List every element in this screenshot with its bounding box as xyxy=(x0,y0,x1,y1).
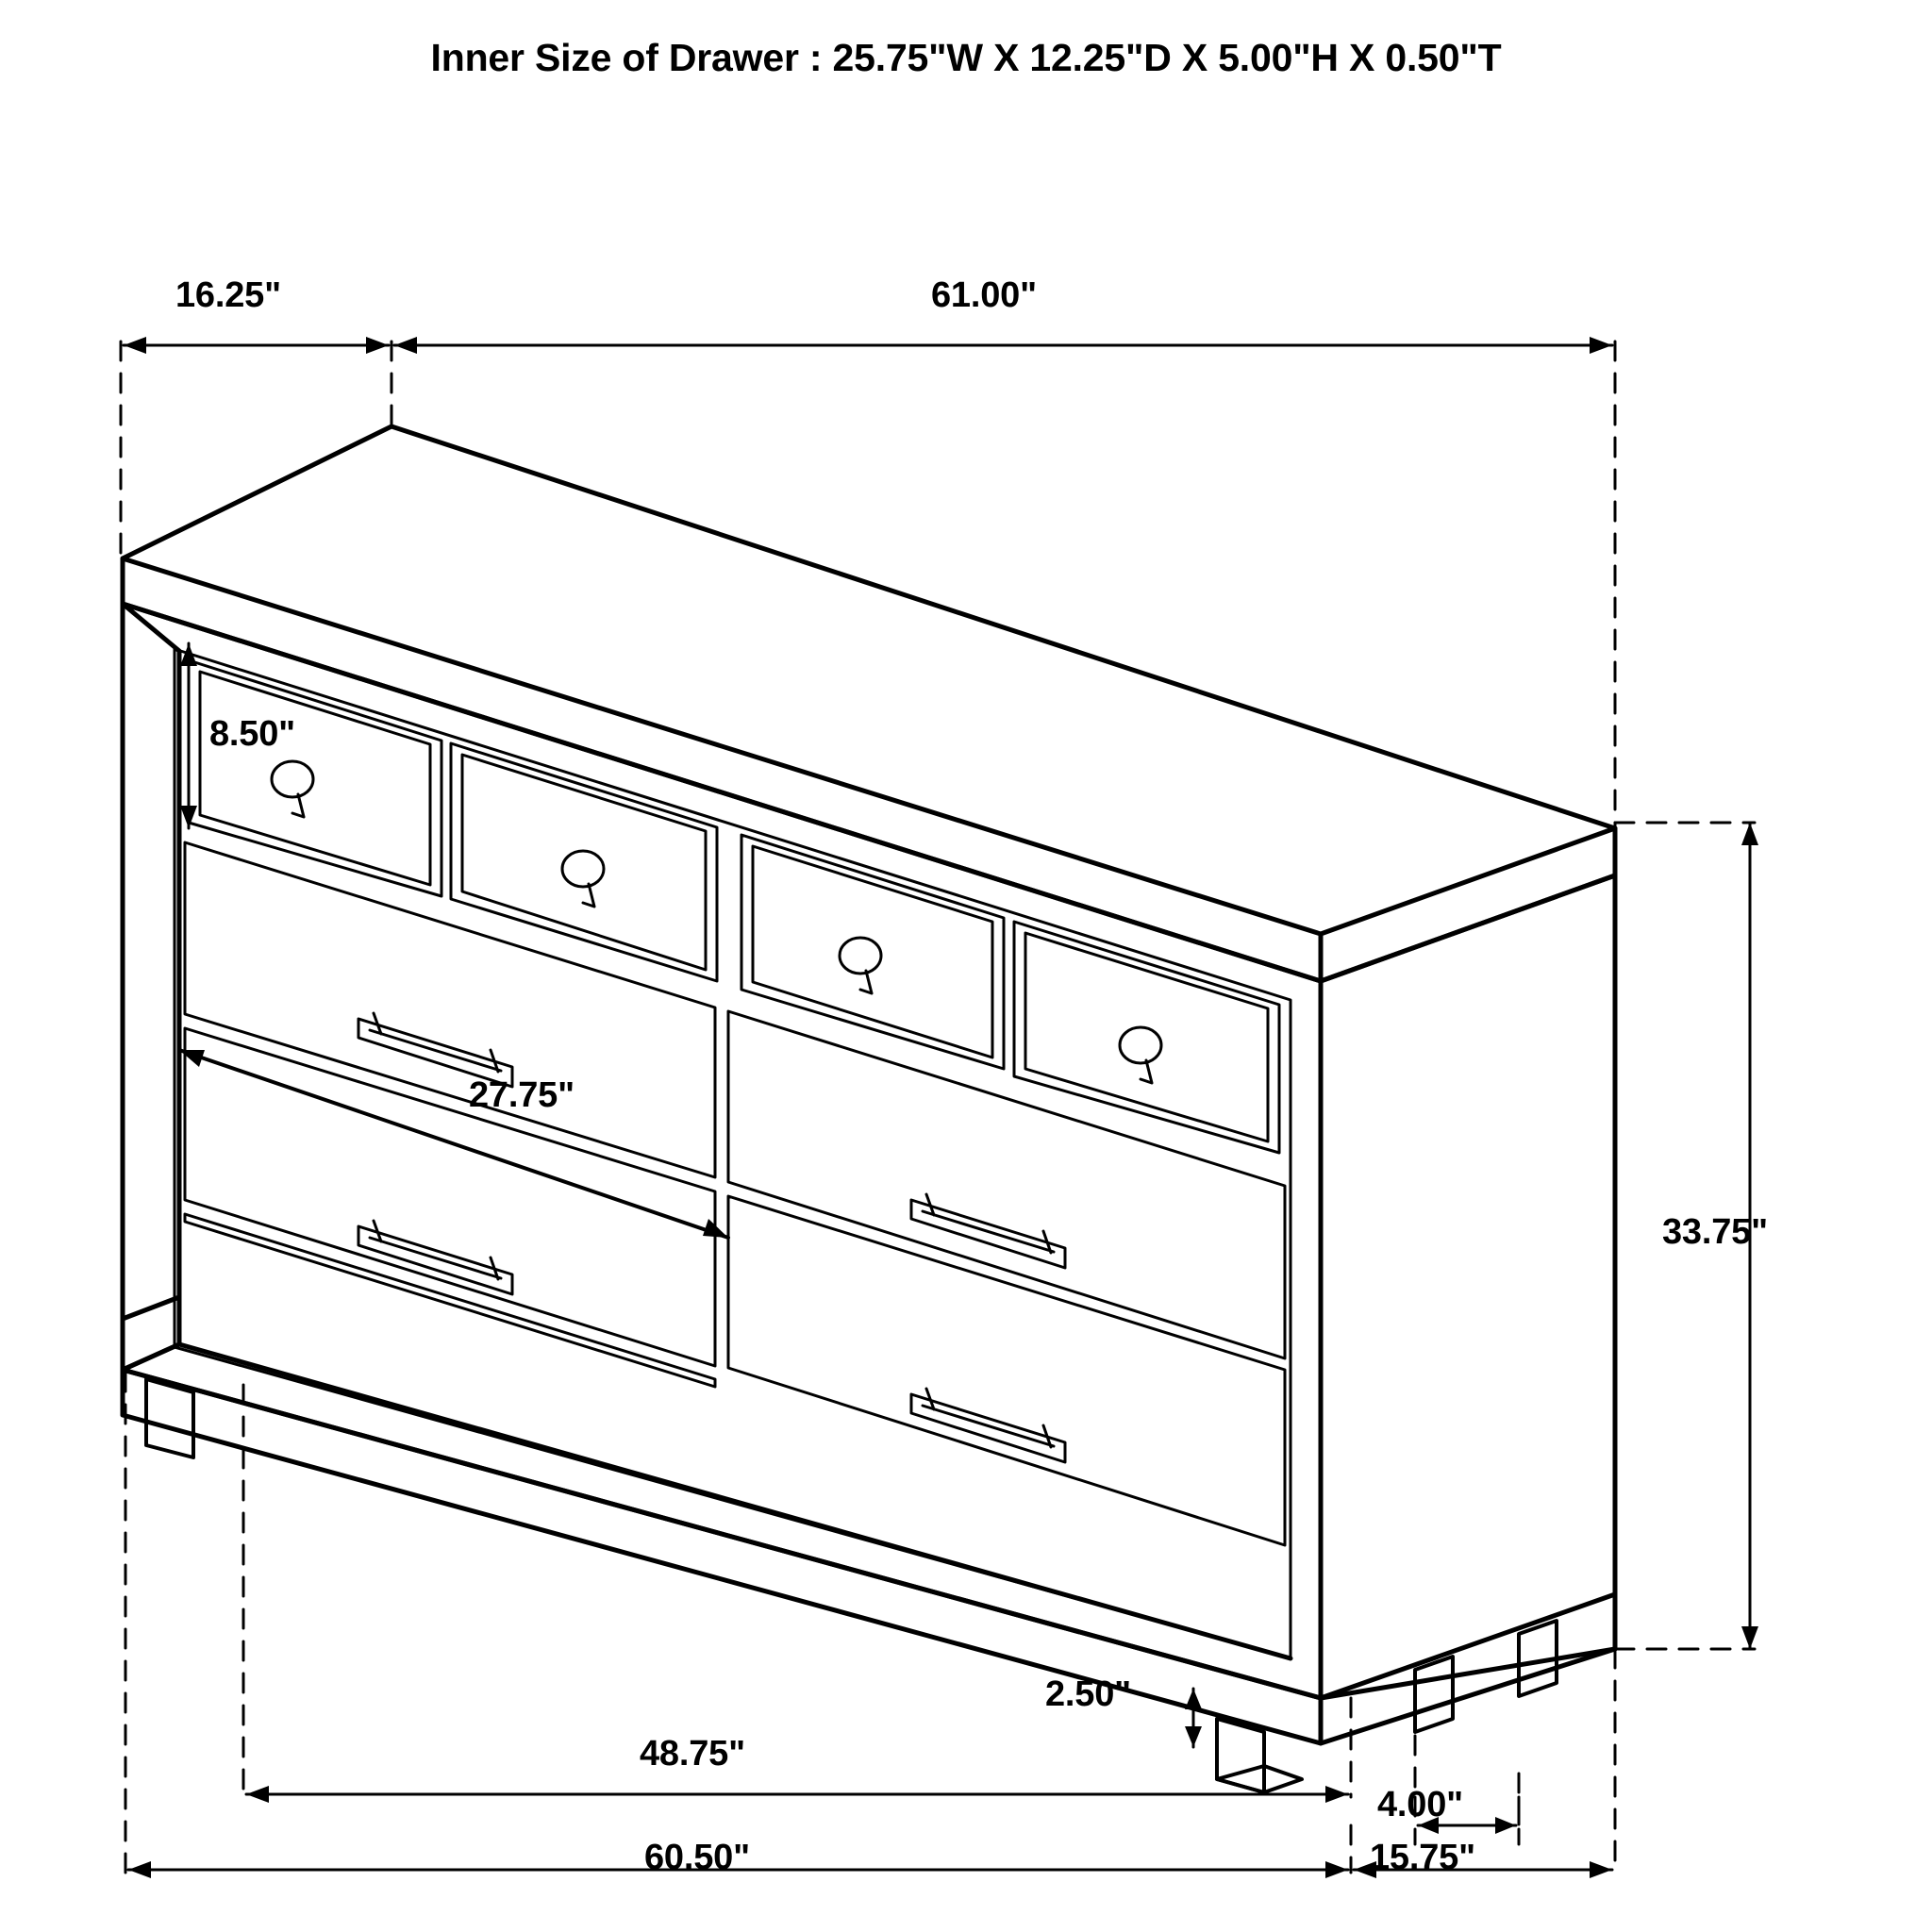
dresser-right-side xyxy=(1321,875,1615,1698)
front-frame-inset xyxy=(175,649,1291,1658)
dimension-lines-top xyxy=(124,337,1612,354)
dim-label-base-depth: 15.75" xyxy=(1370,1838,1475,1877)
dim-label-top-depth: 16.25" xyxy=(175,275,281,315)
dim-label-total-height: 33.75" xyxy=(1662,1212,1768,1252)
page-title: Inner Size of Drawer : 25.75"W X 12.25"D X 5.00"H X 0.50"T xyxy=(430,36,1502,79)
dresser-top xyxy=(123,426,1615,934)
dim-label-base-inner-width: 48.75" xyxy=(640,1734,745,1774)
dim-label-leg-height: 2.50" xyxy=(1045,1674,1131,1714)
dimension-line-leg-height xyxy=(1185,1689,1202,1747)
dimension-line-inner-width xyxy=(179,1050,728,1238)
dim-label-drawer-height: 8.50" xyxy=(209,714,295,754)
dim-label-leg-depth: 4.00" xyxy=(1377,1785,1463,1824)
dresser-base-rail xyxy=(123,1297,1615,1743)
dim-label-inner-width: 27.75" xyxy=(469,1075,575,1115)
drawer-bar-pulls xyxy=(358,1013,1065,1462)
drawer-lower-rows xyxy=(185,842,1285,1545)
dim-label-base-width: 60.50" xyxy=(644,1838,750,1877)
dimension-line-base-inner-width xyxy=(246,1786,1348,1803)
dresser-top-edge xyxy=(123,558,1615,981)
dresser-left-side xyxy=(123,604,179,1370)
dresser-legs xyxy=(146,1379,1557,1792)
extension-lines xyxy=(121,341,1755,1873)
dim-label-top-width: 61.00" xyxy=(931,275,1037,315)
